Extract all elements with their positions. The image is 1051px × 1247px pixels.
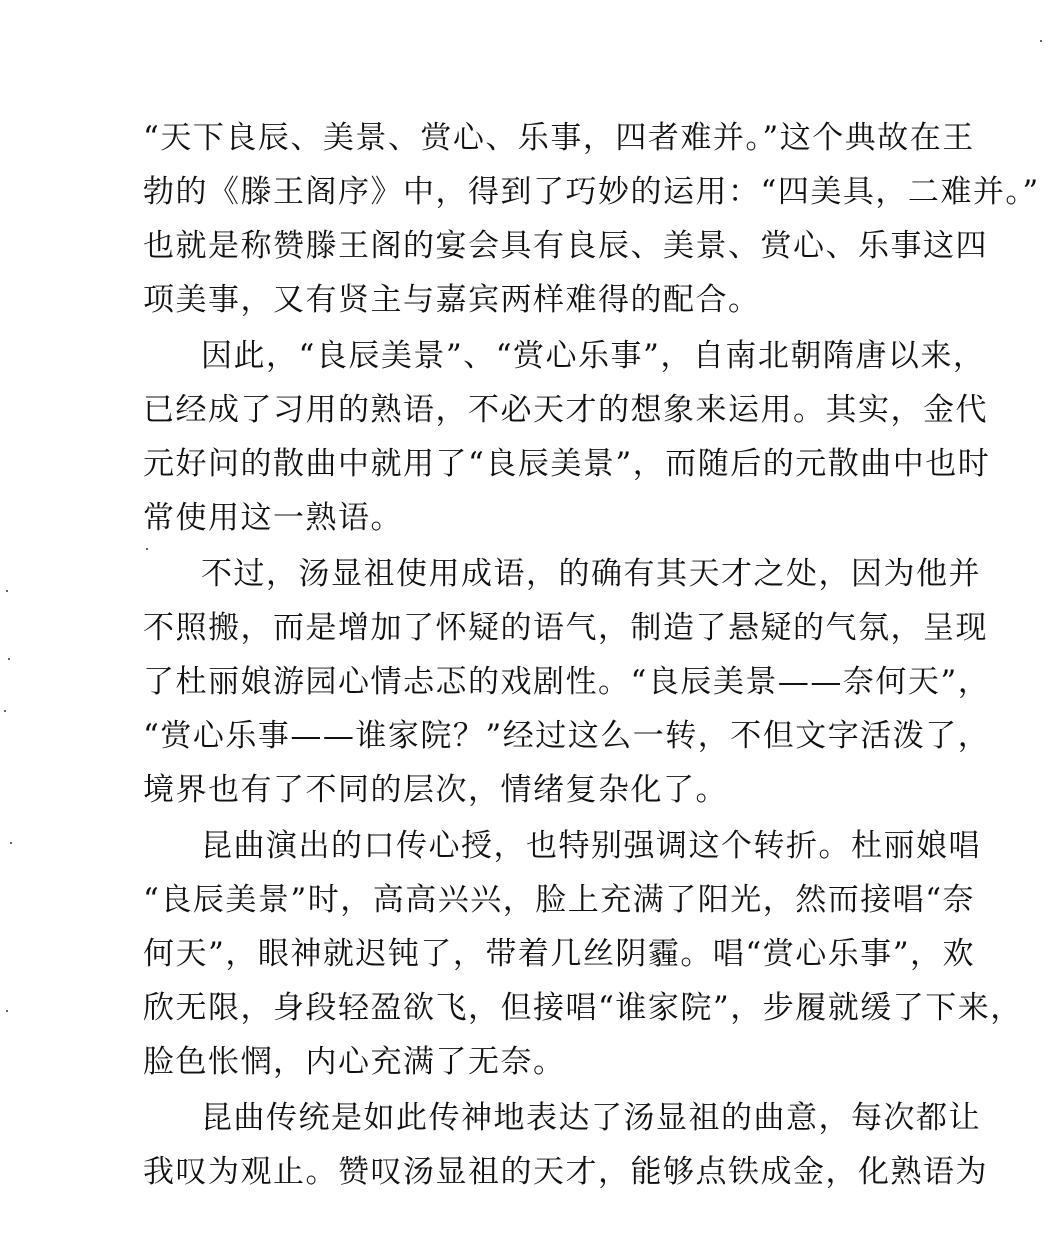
text-line: 因此，“良辰美景”、“赏心乐事”，自南北朝隋唐以来， xyxy=(201,338,986,374)
scan-speck xyxy=(6,590,8,592)
text-line: 元好问的散曲中就用了“良辰美景”，而随后的元散曲中也时 xyxy=(143,446,991,482)
text-line: “天下良辰、美景、赏心、乐事，四者难并。”这个典故在王 xyxy=(143,120,975,156)
text-line: “赏心乐事——谁家院？”经过这么一转，不但文字活泼了， xyxy=(143,718,991,754)
text-line: 勃的《滕王阁序》中，得到了巧妙的运用：“四美具，二难并。” xyxy=(143,174,1040,210)
text-line: 不照搬，而是增加了怀疑的语气，制造了悬疑的气氛，呈现 xyxy=(143,610,988,646)
text-line: 也就是称赞滕王阁的宴会具有良辰、美景、赏心、乐事这四 xyxy=(143,228,988,264)
text-line: 昆曲演出的口传心授，也特别强调这个转折。杜丽娘唱 xyxy=(201,828,981,864)
text-line: 了杜丽娘游园心情忐忑的戏剧性。“良辰美景——奈何天”， xyxy=(143,664,991,700)
text-line: 项美事，又有贤主与嘉宾两样难得的配合。 xyxy=(143,282,761,318)
scan-speck xyxy=(1040,40,1042,42)
scan-speck xyxy=(10,842,12,844)
scan-speck xyxy=(6,1010,8,1012)
text-line: 境界也有了不同的层次，情绪复杂化了。 xyxy=(143,772,728,808)
text-line: 常使用这一熟语。 xyxy=(143,500,403,536)
text-line: “良辰美景”时，高高兴兴，脸上充满了阳光，然而接唱“奈 xyxy=(143,882,976,918)
text-line: 昆曲传统是如此传神地表达了汤显祖的曲意，每次都让 xyxy=(201,1100,981,1136)
text-line: 何天”，眼神就迟钝了，带着几丝阴霾。唱“赏心乐事”，欢 xyxy=(143,936,976,972)
scan-speck xyxy=(8,658,10,660)
text-line: 欣无限，身段轻盈欲飞，但接唱“谁家院”，步履就缓了下来， xyxy=(143,990,1023,1026)
scan-speck xyxy=(146,548,148,550)
text-line: 不过，汤显祖使用成语，的确有其天才之处，因为他并 xyxy=(201,556,981,592)
text-line: 脸色怅惘，内心充满了无奈。 xyxy=(143,1044,566,1080)
scan-speck xyxy=(4,710,6,712)
text-line: 我叹为观止。赞叹汤显祖的天才，能够点铁成金，化熟语为 xyxy=(143,1154,988,1190)
text-line: 已经成了习用的熟语，不必天才的想象来运用。其实，金代 xyxy=(143,392,988,428)
